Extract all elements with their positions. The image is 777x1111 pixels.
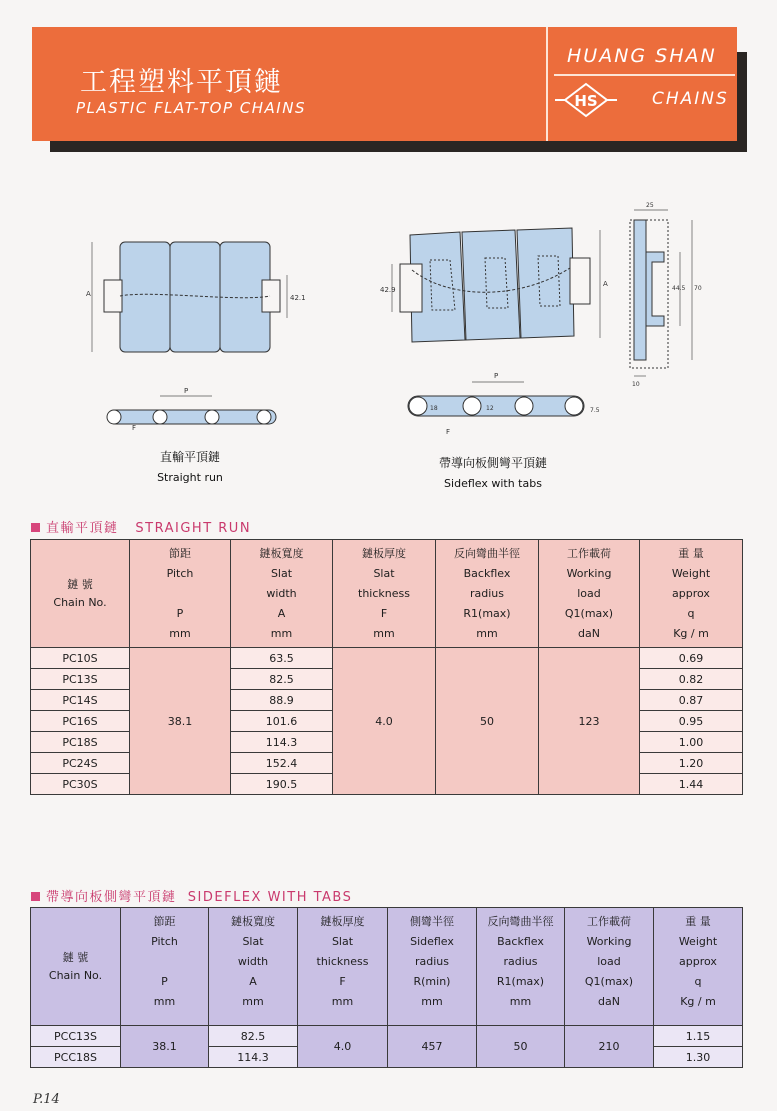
brand-name: HUANG SHAN (567, 45, 717, 67)
header-unit: mm (169, 627, 191, 640)
header-unit: daN (578, 627, 600, 640)
cell-chain-no: PC14S (31, 690, 130, 711)
header-sym: q (694, 975, 702, 988)
section-bullet-icon (31, 892, 40, 901)
header-en: Pitch (151, 935, 178, 948)
header-chain-no (31, 908, 121, 1026)
technical-drawings (0, 190, 777, 500)
header-zh: 反向彎曲半徑 (487, 915, 554, 928)
header-slat-thickness (333, 540, 436, 648)
header-unit: Kg / m (680, 995, 716, 1008)
header-chain-no (31, 540, 130, 648)
cell-weight: 0.95 (640, 711, 743, 732)
cell-chain-no: PC10S (31, 648, 130, 669)
header-slat-width (209, 908, 298, 1026)
section-title-zh: 帶導向板側彎平頂鏈 (46, 890, 177, 905)
sideflex-section-title (31, 886, 352, 905)
header-zh: 節距 (153, 915, 176, 928)
section-dim-top: 25 (646, 202, 654, 209)
cell-slat-width: 82.5 (209, 1026, 298, 1047)
header-zh: 重 量 (685, 915, 711, 928)
header-unit: mm (270, 627, 293, 640)
page-number: P.14 (33, 1092, 60, 1107)
cell-backflex-radius: 50 (477, 1026, 565, 1068)
header-en2: approx (679, 955, 717, 968)
cell-chain-no: PCC18S (31, 1047, 121, 1068)
header-backflex-radius (436, 540, 539, 648)
header-en2: load (597, 955, 621, 968)
caption-en: Straight run (157, 471, 223, 484)
straight-run-top-view (104, 242, 280, 352)
table-row (31, 648, 743, 669)
cell-weight: 1.30 (654, 1047, 743, 1068)
header-zh: 反向彎曲半徑 (454, 547, 520, 560)
header-zh: 側彎半徑 (410, 915, 454, 928)
page-title-en: PLASTIC FLAT-TOP CHAINS (76, 99, 306, 117)
straight-run-section-title (31, 517, 251, 536)
cell-chain-no: PC13S (31, 669, 130, 690)
header-sym: Q1(max) (564, 607, 614, 620)
brand-underline (554, 74, 735, 76)
page-title-zh: 工程塑料平頂鏈 (80, 67, 283, 98)
header-en: Chain No. (53, 595, 107, 609)
table-header-row (31, 540, 743, 648)
straight-run-caption (140, 448, 240, 484)
cell-weight: 0.82 (640, 669, 743, 690)
header-en: Weight (671, 567, 711, 580)
header-unit: mm (153, 995, 176, 1008)
cell-weight: 0.87 (640, 690, 743, 711)
header-sym: R(min) (413, 975, 451, 988)
header-en: Chain No. (48, 968, 103, 982)
header-en2: thickness (358, 587, 410, 600)
cell-chain-no: PCC13S (31, 1026, 121, 1047)
sideflex-dim-a: A (603, 280, 608, 288)
caption-zh: 直輸平頂鏈 (159, 450, 220, 464)
header-sym: R1(max) (496, 975, 545, 988)
header-pitch (130, 540, 231, 648)
cell-slat-thickness: 4.0 (333, 648, 436, 795)
header-unit: mm (242, 995, 264, 1008)
header-en: Slat (331, 935, 354, 948)
section-title-en: STRAIGHT RUN (135, 521, 252, 536)
cell-slat-width: 114.3 (231, 732, 333, 753)
header-working-load (539, 540, 640, 648)
header-en2: width (237, 955, 269, 968)
sideflex-cross-section (630, 220, 668, 368)
header-sym: F (339, 975, 346, 988)
section-title-en: SIDEFLEX WITH TABS (187, 890, 353, 905)
header-en2: load (577, 587, 601, 600)
cell-pitch: 38.1 (121, 1026, 209, 1068)
header-zh: 鏈板厚度 (362, 547, 406, 560)
sideflex-dim-h: 42.9 (380, 286, 396, 294)
cell-slat-width: 152.4 (231, 753, 333, 774)
header-unit: Kg / m (673, 627, 709, 640)
header-en2: width (266, 587, 297, 600)
hs-diamond-logo-icon (555, 82, 617, 118)
brand-sub: CHAINS (652, 89, 729, 109)
cell-pitch: 38.1 (130, 648, 231, 795)
header-weight (654, 908, 743, 1026)
header-slat-width (231, 540, 333, 648)
dim-label-a: A (86, 290, 91, 298)
cell-weight: 1.20 (640, 753, 743, 774)
cell-chain-no: PC24S (31, 753, 130, 774)
header-en: Sideflex (410, 935, 454, 948)
table-row (31, 1026, 743, 1047)
cell-chain-no: PC18S (31, 732, 130, 753)
header-en: Slat (242, 935, 264, 948)
header-en2: radius (469, 587, 504, 600)
header-en: Slat (270, 567, 293, 580)
cell-working-load: 210 (565, 1026, 654, 1068)
sideflex-dim-p: P (494, 372, 499, 380)
header-en: Working (586, 935, 632, 948)
cell-weight: 1.44 (640, 774, 743, 795)
header-sym: A (277, 607, 286, 620)
table-header-row (31, 908, 743, 1026)
cell-slat-width: 190.5 (231, 774, 333, 795)
header-unit: mm (509, 995, 532, 1008)
header-zh: 鏈板寬度 (259, 547, 304, 560)
header-en: Slat (373, 567, 395, 580)
section-dim-mid2: 70 (694, 285, 702, 292)
header-zh: 節距 (169, 547, 191, 560)
logo-text: HS (574, 92, 598, 110)
header-sym: P (161, 975, 168, 988)
section-title-zh: 直輸平頂鏈 (46, 521, 119, 536)
cell-slat-width: 101.6 (231, 711, 333, 732)
header-unit: daN (598, 995, 620, 1008)
sideflex-dim-f: F (446, 428, 451, 436)
header-sym: q (687, 607, 695, 620)
section-dim-bot: 10 (632, 381, 640, 388)
caption-zh: 帶導向板側彎平頂鏈 (438, 456, 547, 470)
dim-label-h: 42.1 (290, 294, 306, 302)
header-working-load (565, 908, 654, 1026)
section-dim-mid1: 44.5 (672, 285, 686, 292)
header-sideflex-radius (388, 908, 477, 1026)
cell-chain-no: PC30S (31, 774, 130, 795)
header-unit: mm (421, 995, 443, 1008)
cell-slat-width: 82.5 (231, 669, 333, 690)
sideflex-caption (418, 454, 568, 490)
cell-weight: 1.00 (640, 732, 743, 753)
header-en: Pitch (166, 567, 194, 580)
straight-run-table (30, 539, 743, 795)
header-en2: thickness (316, 955, 369, 968)
cell-slat-width: 63.5 (231, 648, 333, 669)
header-unit: mm (373, 627, 395, 640)
sideflex-table (30, 907, 743, 1068)
header-sym: Q1(max) (584, 975, 634, 988)
header-en: Working (566, 567, 612, 580)
straight-run-side-view (107, 410, 276, 424)
banner-divider (546, 27, 548, 141)
header-sym: A (249, 975, 257, 988)
header-sym: R1(max) (463, 607, 511, 620)
header-en2: radius (503, 955, 538, 968)
header-en: Backflex (463, 567, 511, 580)
dim-label-f: F (132, 424, 137, 432)
header-backflex-radius (477, 908, 565, 1026)
header-zh: 鏈板厚度 (320, 915, 365, 928)
header-zh: 工作載荷 (567, 547, 611, 560)
cell-chain-no: PC16S (31, 711, 130, 732)
cell-slat-width: 88.9 (231, 690, 333, 711)
cell-working-load: 123 (539, 648, 640, 795)
header-unit: mm (476, 627, 498, 640)
caption-en: Sideflex with tabs (444, 477, 542, 490)
cell-weight: 1.15 (654, 1026, 743, 1047)
cell-sideflex-radius: 457 (388, 1026, 477, 1068)
cell-slat-thickness: 4.0 (298, 1026, 388, 1068)
cell-backflex-radius: 50 (436, 648, 539, 795)
header-zh: 工作載荷 (587, 915, 631, 928)
header-sym: F (380, 607, 388, 620)
sideflex-top-view (400, 228, 590, 342)
dim-label-p: P (184, 387, 189, 395)
header-en: Weight (678, 935, 718, 948)
sideflex-dim-n3: 7.5 (590, 407, 600, 414)
section-bullet-icon (31, 523, 40, 532)
header-banner (32, 27, 737, 141)
header-en: Backflex (497, 935, 544, 948)
header-weight (640, 540, 743, 648)
header-zh: 鏈 號 (62, 950, 89, 964)
sideflex-dim-n1: 18 (430, 405, 438, 412)
sideflex-dim-n2: 12 (486, 405, 494, 412)
header-zh: 重 量 (678, 547, 704, 560)
header-en2: approx (672, 587, 710, 600)
header-en2: radius (414, 955, 449, 968)
cell-slat-width: 114.3 (209, 1047, 298, 1068)
header-slat-thickness (298, 908, 388, 1026)
header-zh: 鏈板寬度 (231, 915, 275, 928)
header-sym: P (176, 607, 184, 620)
header-pitch (121, 908, 209, 1026)
chain-diagrams-svg (0, 190, 777, 500)
header-zh: 鏈 號 (67, 577, 93, 591)
cell-weight: 0.69 (640, 648, 743, 669)
header-unit: mm (331, 995, 354, 1008)
